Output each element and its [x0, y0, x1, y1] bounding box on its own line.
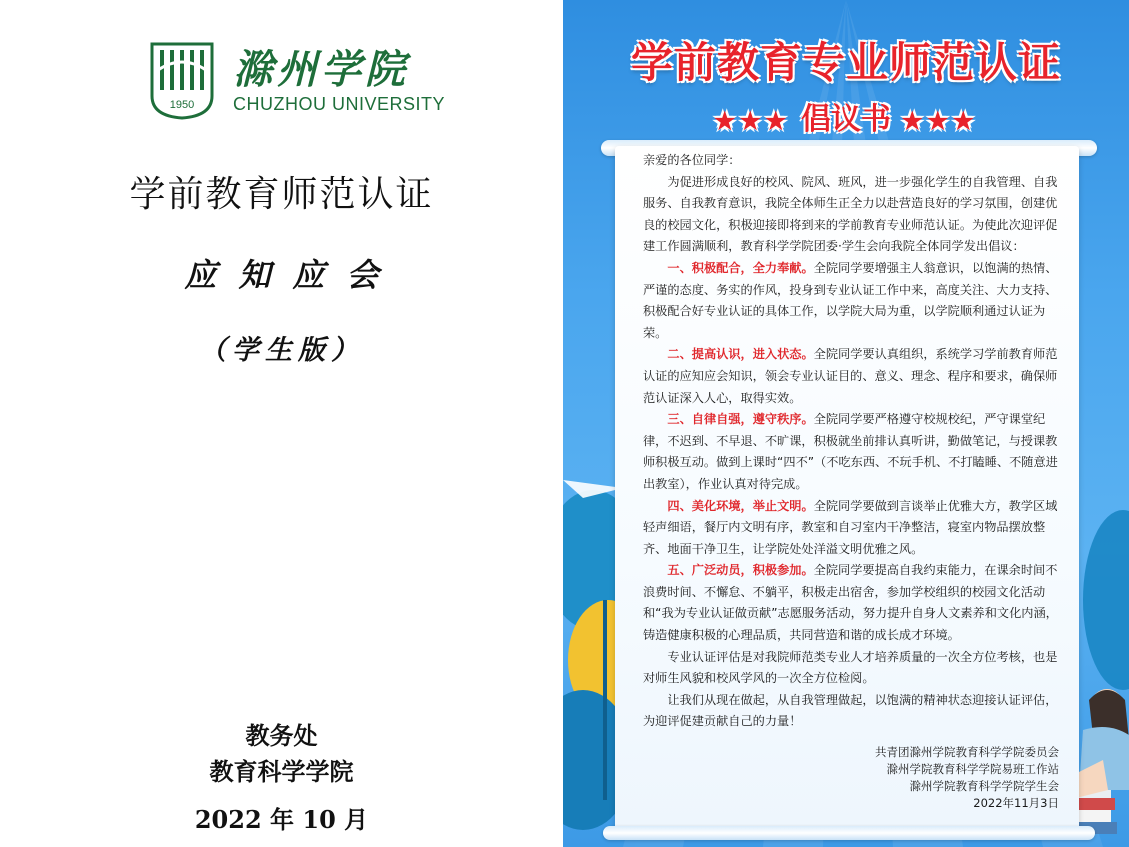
cover-page: [0, 0, 563, 847]
cover-college: 教育科学学院: [209, 757, 354, 786]
stars-left: ★★★: [714, 106, 791, 135]
signature-block: [875, 744, 1059, 812]
letter-call-to-action: 让我们从现在做起，从自我管理做起，以饱满的精神状态迎接认证评估，为迎评促建贡献自己的力量！: [643, 692, 1058, 729]
cover-edition: （学生版）: [199, 335, 364, 366]
letter-intro: 为促进形成良好的校风、院风、班风，进一步强化学生的自我管理、自我服务、自我教育意识，我院全体师生正全力以赴营造良好的学习氛围，创建优良的校园文化，积极迎接即将到来的学前教育专业师范认证。为使此次迎评促建工作圆满顺利，教育科学学院团委·学生会向我院全体同学发出倡议：: [643, 174, 1058, 254]
item-body: 全院同学要增强主人翁意识，以饱满的热情、严谨的态度、务实的作风，投身到专业认证工作中来，高度关注、大力支持、积极配合好专业认证的具体工作，以学院大局为重，以学院顺利通过认证为荣。: [643, 260, 1058, 340]
proposal-item: [643, 258, 1059, 344]
proposal-item: [643, 409, 1059, 495]
poster-subtitle: [563, 94, 1129, 138]
proposal-item: [643, 496, 1059, 561]
cover-title: 学前教育师范认证: [129, 174, 434, 215]
item-body: 全院同学要严格遵守校规校纪，严守课堂纪律，不迟到、不早退、不旷课，积极就坐前排认真听讲，勤做笔记，与授课教师积极互动。做到上课时“四不”（不吃东西、不玩手机、不打瞌睡、不随意进出教室），作业认真对待完成。: [643, 412, 1058, 491]
proposal-letter: [643, 150, 1059, 733]
signature-line: 滁州学院教育科学学院易班工作站: [886, 762, 1059, 776]
signature-line: 滁州学院教育科学学院学生会: [909, 779, 1059, 793]
item-heading: 二、提高认识，进入状态。: [667, 347, 814, 362]
letter-greeting: 亲爱的各位同学：: [643, 153, 741, 167]
university-name-en: CHUZHOU UNIVERSITY: [233, 94, 446, 114]
item-body: 全院同学要提高自我约束能力，在课余时间不浪费时间、不懈怠、不躺平，积极走出宿舍，参加学校组织的校园文化活动和“我为专业认证做贡献”志愿服务活动，努力提升自身人文素养和文化内涵，铸造健康积极的心理品质，共同营造和谐的成长成才环境。: [643, 563, 1058, 643]
proposal-poster: [563, 0, 1129, 847]
scroll-bottom-roll: [603, 826, 1095, 840]
item-body: 全院同学要认真组织，系统学习学前教育师范认证的应知应会知识，领会专业认证目的、意义、理念、程序和要求，确保师范认证深入人心，取得实效。: [643, 347, 1058, 405]
item-heading: 一、积极配合，全力奉献。: [667, 260, 814, 275]
signature-line: 共青团滁州学院教育科学学院委员会: [875, 745, 1059, 759]
university-name-cn: 滁州学院: [233, 46, 409, 93]
item-body: 全院同学要做到言谈举止优雅大方，教学区域轻声细语，餐厅内文明有序，教室和自习室内干净整洁，寝室内物品摆放整齐、地面干净卫生，让学院处处洋溢文明优雅之风。: [643, 498, 1058, 556]
emblem-year: 1950: [169, 99, 195, 111]
item-heading: 五、广泛动员，积极参加。: [667, 563, 814, 578]
signature-date: 2022年11月3日: [973, 796, 1059, 810]
cover-subtitle: 应知应会: [184, 256, 401, 294]
cover-date: 2022 年 10 月: [194, 805, 369, 834]
poster-title: 学前教育专业师范认证: [630, 38, 1061, 87]
letter-closing: 专业认证评估是对我院师范类专业人才培养质量的一次全方位考核，也是对师生风貌和校风学风的一次全方位检阅。: [643, 649, 1058, 686]
cover-department: 教务处: [245, 721, 318, 750]
proposal-item: [643, 344, 1059, 409]
stars-right: ★★★: [901, 106, 978, 135]
item-heading: 四、美化环境，举止文明。: [667, 498, 814, 513]
item-heading: 三、自律自强，遵守秩序。: [667, 412, 814, 427]
proposal-heading: 倡议书: [801, 102, 891, 137]
university-emblem-icon: [148, 40, 216, 120]
proposal-item: [643, 560, 1059, 646]
